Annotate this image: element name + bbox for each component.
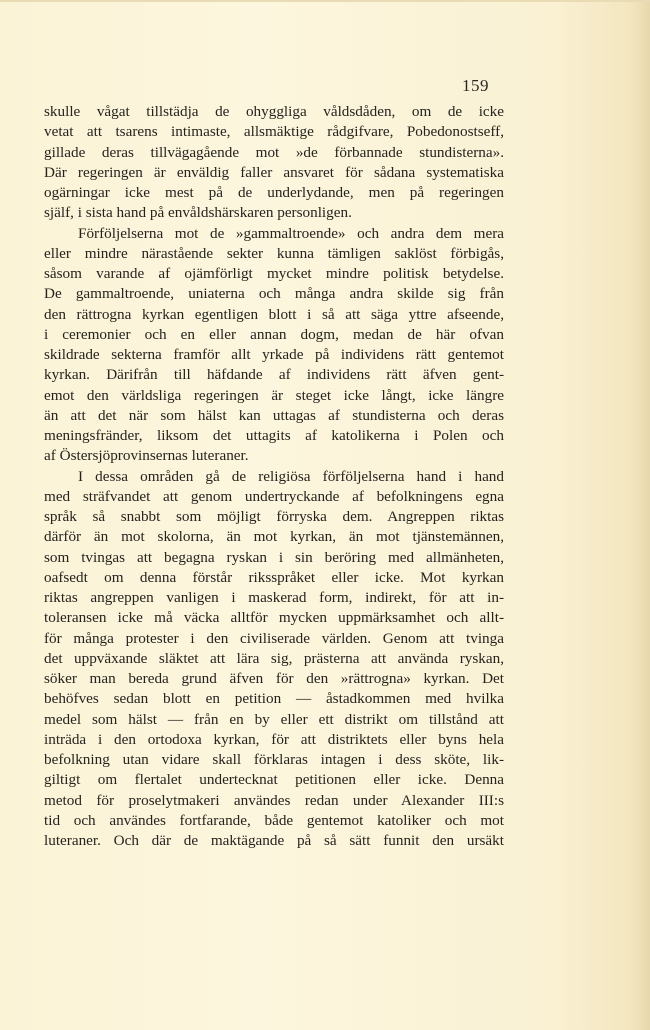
text-line: metod för proselytmakeri användes redan under Alexander III:s [44,791,504,809]
text-line: för många protester i den civiliserade världen. Genom att tvinga [44,629,504,647]
text-line: luteraner. Och där de maktägande på så sätt funnit den ursäkt [44,832,504,849]
text-line: I dessa områden gå de religiösa förföljelserna hand i hand [78,467,504,485]
text-line: Där regeringen är enväldig faller ansvaret för sådana systematiska [44,163,504,181]
text-line: meningsfränder, liksom det uttagits af katolikerna i Polen och [44,427,504,444]
text-line: vetat att tsarens intimaste, allsmäktige rådgifvare, Pobedonostseff, [44,123,504,141]
text-line: eller mindre närastående sekter kunna tämligen saklöst förbigås, [44,244,504,262]
text-line: ogärningar icke mest på de underlydande, men på regeringen [44,184,504,201]
paragraph [44,467,504,852]
text-line: behöfves sedan blott en petition — åstadkommen med hvilka [44,690,504,708]
text-line: i ceremonier och en eller annan dogm, medan de här ofvan [44,325,504,343]
text-line: De gammaltroende, uniaterna och många andra skilde sig från [44,285,504,303]
text-line: skulle vågat tillstädja de ohyggliga våldsdåden, om de icke [44,103,504,120]
page-number: 159 [462,76,489,95]
text-line: befolkning utan vidare skall förklaras intagen i dess sköte, lik- [44,751,504,768]
text-line: som tvingas att begagna ryskan i sin beröring med allmänheten, [44,548,504,566]
text-line: giltigt om flertalet undertecknat petitionen eller icke. Denna [44,771,504,789]
paragraph [44,102,504,224]
text-line: skildrade sekterna framför allt yrkade på individens rätt gentemot [44,346,504,363]
text-line: Förföljelserna mot de »gammaltroende» och andra dem mera [78,224,504,242]
text-line: med sträfvandet att genom undertryckande af befolkningens egna [44,487,504,505]
text-line: af Östersjöprovinsernas luteraner. [44,447,249,465]
text-line: oafsedt om denna förstår riksspråket eller icke. Mot kyrkan [44,568,504,586]
body-text [44,102,504,851]
text-line: tid och användes fortfarande, både gentemot katoliker och mot [44,811,504,829]
text-line: än att det när som hälst kan uttagas af stundisterna och deras [44,406,504,424]
text-line: kyrkan. Därifrån till häfdande af individens rätt äfven gent- [44,366,504,384]
text-line: riktas angreppen vanligen i maskerad form, indirekt, för att in- [44,589,504,606]
text-line: gillade deras tillvägagående mot »de förbannade stundisterna». [44,143,504,161]
text-line: den rättrogna kyrkan egentligen blott i så att säga yttre afseende, [44,305,504,323]
text-line: själf, i sista hand på envåldshärskaren personligen. [44,204,352,222]
text-line: söker man bereda grund äfven för den »rättrogna» kyrkan. Det [44,670,504,687]
text-line: språk så snabbt som möjligt förryska dem. Angreppen riktas [44,508,504,525]
text-line: såsom varande af ojämförligt mycket mindre politisk betydelse. [44,265,504,282]
text-line: därför än mot skolorna, än mot kyrkan, än mot tjänstemännen, [44,528,504,546]
text-line: toleransen icke må väcka alltför mycken uppmärksamhet och allt- [44,609,504,627]
text-line: medel som hälst — från en by eller ett distrikt om tillstånd att [44,710,504,728]
text-line: emot den världsliga regeringen är steget icke långt, icke längre [44,386,504,404]
text-line: inträda i den ortodoxa kyrkan, för att distriktets eller byns hela [44,730,504,748]
text-line: det uppväxande släktet att lära sig, prästerna att använda ryskan, [44,649,504,667]
paragraph [44,224,504,467]
